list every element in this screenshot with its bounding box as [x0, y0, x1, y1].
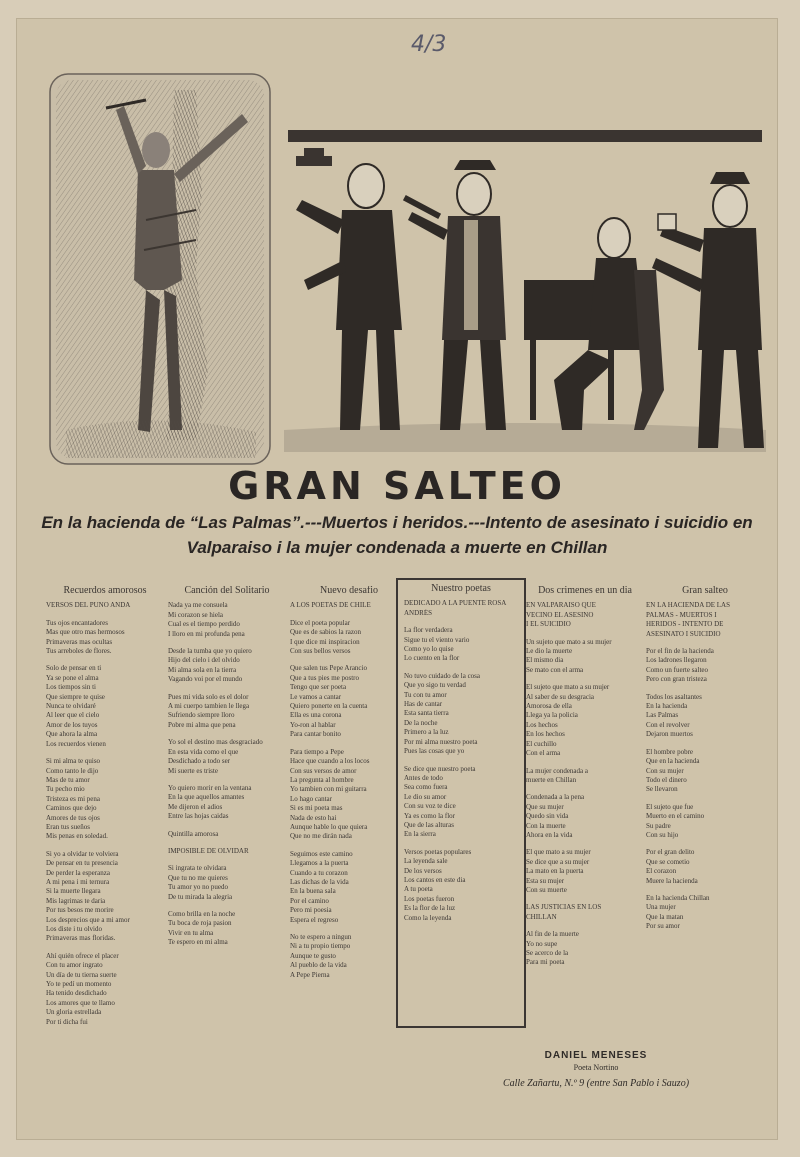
poem-line: Se dice que nuestro poeta: [404, 764, 476, 773]
poem-line: Antes de todo: [404, 773, 443, 782]
poem-line: Yo no supe: [526, 939, 558, 948]
poem-line: I que dice mi inspiracion: [290, 637, 360, 646]
poem-line: Se mato con el arma: [526, 665, 584, 674]
poem-line: Con su voz te dice: [404, 802, 456, 811]
poem-stanza: [168, 601, 286, 639]
poem-line: Al saber de su desgracia: [526, 692, 595, 701]
poem-line: Te espero en mi alma: [168, 938, 228, 947]
poem-line: PALMAS - MUERTOS I: [646, 610, 717, 619]
poem-line: Que en la hacienda: [646, 757, 700, 766]
poem-line: Ahí quién ofrece el placer: [46, 951, 119, 960]
poem-line: En los hechos: [526, 730, 565, 739]
poem-line: EN LA HACIENDA DE LAS: [646, 601, 730, 610]
poem-line: Que de las alturas: [404, 820, 454, 829]
poem-line: Nunca te olvidaré: [46, 702, 96, 711]
broadside-title: GRAN SALTEO: [228, 464, 566, 508]
poem-line: Si yo a olvidar te volviera: [46, 849, 119, 858]
poem-line: I lloro en mi profunda pena: [168, 629, 245, 638]
poem-line: Como tanto le dijo: [46, 766, 99, 775]
poem-line: Un día de tu tierna suerte: [46, 970, 117, 979]
poem-line: HERIDOS - INTENTO DE: [646, 620, 724, 629]
poem-line: Por tus besos me morire: [46, 906, 114, 915]
poem-line: Quedo sin vida: [526, 812, 569, 821]
poem-line: Amorosa de ella: [526, 702, 572, 711]
archive-pencil-mark: 4/3: [411, 32, 447, 57]
poem-line: En la buena sala: [290, 887, 336, 896]
poem-line: Como brilla en la noche: [168, 909, 236, 918]
poem-line: El sujeto que fue: [646, 802, 694, 811]
poem-line: Desde la tumba que yo quiero: [168, 647, 252, 656]
poem-title: Nuevo desafio: [319, 586, 379, 596]
poem-stanza: [526, 767, 644, 786]
poem-line: Desdichado a todo ser: [168, 757, 231, 766]
poem-title: Gran salteo: [682, 586, 728, 596]
poem-stanza: [168, 830, 286, 839]
poem-line: Pues mi vida solo es el dolor: [168, 692, 249, 701]
woodcut-assault-scene-illustration: [284, 130, 766, 468]
poem-stanza: [526, 601, 644, 629]
poem-line: Es la flor de la luz: [404, 904, 456, 913]
poem-column-1: [46, 586, 164, 1035]
poem-line: Tus ojos encantadores: [46, 618, 108, 627]
poem-line: Condenada a la pena: [526, 793, 585, 802]
poem-line: El corazon: [646, 867, 677, 876]
poem-line: Al leer que el cielo: [46, 711, 100, 720]
poem-line: La mujer condenada a: [526, 766, 588, 775]
poem-line: Yo-ron al hablar: [290, 720, 336, 729]
poem-line: Con sus versos de amor: [290, 766, 357, 775]
poem-line: Lo cuento en la flor: [404, 654, 460, 663]
poem-line: Los hechos: [526, 720, 558, 729]
poem-stanza: [646, 647, 764, 685]
poem-column-2: [168, 586, 286, 956]
poem-line: De los versos: [404, 866, 442, 875]
poem-line: Eran tus sueños: [46, 822, 90, 831]
poem-line: Los recuerdos vienen: [46, 739, 106, 748]
poem-line: Con el revolver: [646, 720, 690, 729]
poem-stanza: [404, 848, 518, 923]
poem-line: CHILLAN: [526, 912, 557, 921]
poem-line: Con sus bellos versos: [290, 647, 351, 656]
poem-line: Nada ya me consuela: [168, 601, 228, 610]
poem-stanza: [290, 933, 408, 980]
poem-column-6: [646, 586, 764, 940]
poem-line: De pensar en tu presencia: [46, 859, 118, 868]
poem-line: Se llevaron: [646, 785, 678, 794]
poem-line: La mato en la puerta: [526, 867, 584, 876]
poem-line: IMPOSIBLE DE OLVIDAR: [168, 846, 249, 855]
poem-line: Al pueblo de la vida: [290, 961, 347, 970]
poem-line: Tengo que ser poeta: [290, 683, 347, 692]
poem-line: Los amores que te llamo: [46, 998, 115, 1007]
poem-line: Vagando voi por el mundo: [168, 675, 243, 684]
poem-line: Con el arma: [526, 749, 561, 758]
poem-line: Amores de tus ojos: [46, 813, 100, 822]
poem-line: Tu boca de roja pasion: [168, 919, 232, 928]
poem-line: Que salen tus Pepe Arancio: [290, 664, 367, 673]
poem-line: Se dice que a su mujer: [526, 857, 590, 866]
poem-line: En la sierra: [404, 830, 436, 839]
poem-line: Con su hijo: [646, 830, 679, 839]
poem-line: La leyenda sale: [404, 857, 448, 866]
poem-stanza: [290, 601, 408, 610]
poem-line: Ella es una corona: [290, 711, 342, 720]
poem-line: Pero mi poesia: [290, 906, 332, 915]
poem-line: Ahora en la vida: [526, 830, 573, 839]
poem-stanza: [168, 693, 286, 731]
poem-line: muerte en Chillan: [526, 775, 577, 784]
poem-line: Lo hago cantar: [290, 794, 332, 803]
poem-line: Quiero ponerte en la cuenta: [290, 702, 368, 711]
poem-stanza: [404, 672, 518, 757]
poem-line: Sea como fuera: [404, 783, 448, 792]
poem-line: De tu mirada la alegria: [168, 892, 233, 901]
poem-line: Su padre: [646, 821, 671, 830]
poem-stanza: [168, 647, 286, 685]
poem-stanza: [526, 930, 644, 968]
poem-line: En la que aquellos amantes: [168, 793, 245, 802]
poem-stanza: [46, 757, 164, 842]
poem-line: Un gloria estrellada: [46, 1008, 102, 1017]
poem-stanza: [646, 894, 764, 932]
poem-line: En la hacienda: [646, 702, 688, 711]
poem-line: VERSOS DEL PUNO ANDA: [46, 601, 131, 610]
poem-line: Como un fuerte salteo: [646, 665, 709, 674]
poem-line: Como yo lo quise: [404, 645, 454, 654]
poem-line: Los diste i tu olvido: [46, 925, 102, 933]
poem-line: Yo tambien con mi guitarra: [290, 785, 367, 794]
poem-line: Mis lagrimas te daria: [46, 896, 106, 905]
poem-line: No tuvo cuidado de la cosa: [404, 671, 481, 680]
poem-line: Se acerco de la: [526, 949, 569, 957]
signature-block: [446, 1050, 746, 1089]
poem-stanza: [526, 683, 644, 758]
poem-line: Tus arreboles de flores.: [46, 647, 112, 656]
poem-line: Mi alma sola en la tierra: [168, 665, 237, 674]
poem-line: Las Palmas: [646, 711, 679, 720]
poem-line: El sujeto que mato a su mujer: [526, 683, 610, 692]
poem-line: Caminos que dejo: [46, 804, 97, 813]
poem-line: Seguimos este camino: [290, 849, 353, 858]
poem-line: Me dijeron el adios: [168, 802, 223, 811]
poem-line: DEDICADO A LA PUENTE ROSA: [404, 599, 507, 608]
poem-line: Has de cantar: [404, 700, 443, 709]
poem-line: La flor verdadera: [404, 626, 453, 635]
poem-line: Que su mujer: [526, 802, 564, 811]
poem-line: Que a tus pies me postro: [290, 673, 360, 682]
poem-line: Le dio su amor: [404, 792, 447, 801]
poem-line: Tu amor yo no puedo: [168, 883, 229, 892]
poem-line: Entre las hojas caidas: [168, 812, 229, 821]
poem-line: Un sujeto que mato a su mujer: [526, 637, 612, 646]
poem-stanza: [290, 850, 408, 925]
poem-stanza: [46, 850, 164, 944]
poem-line: VECINO EL ASESINO: [526, 610, 594, 619]
poem-line: Aunque te gusto: [290, 951, 336, 960]
poem-title: Canción del Solitario: [184, 586, 270, 596]
poem-stanza: [646, 748, 764, 795]
poem-stanza: [168, 738, 286, 776]
poem-line: Nada de esto hai: [290, 813, 337, 822]
poem-line: Los desprecios que a mi amor: [46, 915, 130, 924]
poem-line: Dejaron muertos: [646, 730, 693, 739]
poem-line: Ni a tu propio tiempo: [290, 942, 351, 951]
poem-line: Para cantar bonito: [290, 730, 341, 739]
poem-stanza: [46, 952, 164, 1027]
poem-stanza: [526, 638, 644, 676]
poem-line: Que siempre te quise: [46, 692, 105, 701]
poem-line: De la noche: [404, 718, 438, 727]
poem-stanza: [646, 848, 764, 886]
poem-stanza: [404, 765, 518, 840]
poem-title: Dos crimenes en un dia: [538, 586, 632, 596]
author-name: DANIEL MENESES: [544, 1050, 648, 1061]
poem-line: A mi cuerpo tambien le llega: [168, 702, 250, 711]
poem-line: Sigue tu el viento vario: [404, 635, 470, 644]
woodcut-bound-figure-illustration: [46, 70, 274, 468]
poem-line: En la hacienda Chillan: [646, 893, 710, 902]
poem-line: Le dio la muerte: [526, 647, 573, 656]
poem-column-3: [290, 586, 408, 988]
poem-line: Que tu no me quieres: [168, 873, 228, 882]
poem-column-4-boxed: [396, 578, 526, 1028]
poem-line: Todos los asaltantes: [646, 692, 702, 701]
poem-stanza: [168, 864, 286, 902]
poem-line: Para mi poeta: [526, 958, 565, 967]
poem-stanza: [646, 693, 764, 740]
poem-line: Con su mujer: [646, 766, 684, 775]
poem-line: Esta su mujer: [526, 876, 565, 885]
poem-line: Muere la hacienda: [646, 876, 698, 885]
poem-stanza: [290, 748, 408, 842]
poem-column-5: [526, 586, 644, 976]
poem-line: Solo de pensar en ti: [46, 664, 102, 673]
poem-line: Hace que cuando a los locos: [290, 757, 370, 766]
poem-line: Que es de sabios la razon: [290, 628, 361, 637]
poem-line: El hombre pobre: [646, 747, 694, 756]
poem-stanza: [46, 619, 164, 657]
poem-line: Si es mi poeta mas: [290, 804, 343, 813]
poem-line: Espera el regreso: [290, 915, 339, 924]
poem-line: Que yo sigo tu verdad: [404, 681, 466, 690]
poem-line: De perder la esperanza: [46, 868, 110, 877]
poem-line: En esta vida como el que: [168, 747, 239, 756]
poem-stanza: [168, 847, 286, 856]
author-role: Poeta Nortino: [573, 1063, 619, 1072]
poem-line: Que no me dirán nada: [290, 832, 352, 841]
poem-line: Por el camino: [290, 896, 329, 905]
poem-line: A Pepe Pierna: [290, 970, 330, 979]
poem-line: Aunque hable lo que quiera: [290, 822, 368, 831]
poem-line: Pobre mi alma que pena: [168, 720, 236, 729]
poem-line: Muerto en el camino: [646, 812, 705, 821]
poem-line: Que se cometio: [646, 857, 690, 866]
poem-stanza: [646, 601, 764, 639]
author-address: Calle Zañartu, N.º 9 (entre San Pablo i Sauzo): [502, 1078, 690, 1089]
poem-line: Por ti dicha fui: [46, 1017, 88, 1026]
poem-line: Cuando a tu corazon: [290, 868, 348, 877]
poem-line: Amor de los tuyos: [46, 720, 98, 729]
poem-line: Si la muerte llegara: [46, 887, 101, 896]
poem-line: Hijo del cielo i del olvido: [168, 656, 240, 665]
poem-stanza: [646, 803, 764, 841]
poem-line: Mas de tu amor: [46, 775, 90, 784]
poem-line: Los tiempos sin ti: [46, 683, 96, 692]
poem-line: Primaveras mas floridas.: [46, 934, 116, 943]
poem-stanza: [46, 601, 164, 610]
poem-line: El que mato a su mujer: [526, 848, 591, 857]
poem-line: A LOS POETAS DE CHILE: [290, 601, 371, 610]
poem-line: Todo el dinero: [646, 775, 687, 784]
poem-line: Si ingrata te olvidara: [168, 864, 227, 873]
poem-stanza: [290, 619, 408, 657]
poem-line: ASESINATO I SUICIDIO: [646, 629, 721, 638]
poem-line: ANDRÉS: [404, 608, 433, 617]
poem-line: Tristeza es mi pena: [46, 794, 100, 803]
poem-line: Versos poetas populares: [404, 847, 472, 856]
poem-line: Una mujer: [646, 903, 676, 912]
poem-title: Nuestro poetas: [431, 583, 491, 594]
poem-line: Los ladrones llegaron: [646, 656, 707, 665]
poem-line: Para tiempo a Pepe: [290, 747, 344, 756]
poem-stanza: [46, 664, 164, 749]
poem-line: Tu pecho mio: [46, 785, 85, 794]
poem-line: I EL SUICIDIO: [526, 620, 571, 629]
poem-line: Vivir en tu alma: [168, 928, 214, 937]
poem-stanza: [168, 784, 286, 822]
poem-line: Con su muerte: [526, 885, 567, 894]
poem-line: EN VALPARAISO QUE: [526, 601, 596, 610]
poem-line: Mi suerte es triste: [168, 766, 218, 775]
broadside-sheet: [16, 18, 778, 1140]
poem-line: Llega ya la policia: [526, 711, 578, 720]
poem-line: A mi pena i mi ternura: [46, 877, 110, 886]
poem-line: Llegamos a la puerta: [290, 859, 349, 868]
poem-line: El cuchillo: [526, 739, 557, 748]
poem-title: Recuerdos amorosos: [63, 586, 147, 596]
poem-line: Por mi alma nuestro poeta: [404, 737, 478, 746]
poem-line: Que ahora la alma: [46, 730, 98, 739]
poem-line: Yo te pedí un momento: [46, 980, 112, 989]
poem-line: Mi corazon se hiela: [168, 610, 224, 619]
poem-line: Primaveras mas ocultas: [46, 637, 113, 646]
poem-line: Pero con gran tristeza: [646, 675, 707, 684]
poem-stanza: [168, 910, 286, 948]
poem-line: Ya se pone el alma: [46, 673, 99, 682]
poem-line: Que la matan: [646, 912, 684, 921]
poem-line: Cual es el tiempo perdido: [168, 620, 240, 629]
poem-stanza: [526, 903, 644, 922]
poem-line: Como la leyenda: [404, 913, 452, 922]
poem-line: Ha tenido desdichado: [46, 989, 107, 998]
poem-line: Primero a la luz: [404, 728, 449, 737]
poem-stanza: [290, 664, 408, 739]
poem-line: Ya es como la flor: [404, 811, 456, 820]
poem-line: LAS JUSTICIAS EN LOS: [526, 903, 602, 912]
poem-line: Dice el poeta popular: [290, 618, 351, 627]
poem-line: Mas que otro mas hermosos: [46, 628, 125, 637]
poem-line: Le vamos a cantar: [290, 692, 342, 701]
poem-line: Pues las cosas que yo: [404, 747, 465, 756]
poem-line: Si mi alma te quiso: [46, 757, 101, 766]
poem-line: A tu poeta: [404, 885, 433, 894]
poem-stanza: [404, 599, 518, 618]
poem-line: Tu con tu amor: [404, 690, 447, 699]
poem-line: Al fin de la muerte: [526, 930, 579, 939]
poem-line: Esta santa tierra: [404, 709, 449, 718]
poem-line: Yo quiero morir en la ventana: [168, 783, 252, 792]
poem-line: Yo sol el destino mas desgraciado: [168, 738, 263, 747]
poem-line: El mismo dia: [526, 656, 564, 665]
poem-line: Los cantos en este dia: [404, 875, 466, 884]
poem-line: Las dichas de la vida: [290, 877, 349, 886]
poem-line: Mis penas en soledad.: [46, 832, 108, 841]
poem-line: Con tu amor ingrato: [46, 961, 103, 970]
poem-line: Los poetas fueron: [404, 894, 455, 903]
poem-line: La pregunta al hombre: [290, 775, 354, 784]
poem-line: Por el fin de la hacienda: [646, 647, 714, 656]
poem-stanza: [526, 793, 644, 840]
poem-line: Sufriendo siempre lloro: [168, 711, 235, 720]
poem-line: Quintilla amorosa: [168, 829, 219, 838]
poem-line: Con la muerte: [526, 821, 566, 830]
poem-line: No te espero a ningun: [290, 933, 352, 941]
broadside-subtitle: En la hacienda de “Las Palmas”.---Muertos i heridos.---Intento de asesinato i suicidio en Valparaiso i la mujer condenada a muerte en Chillan: [41, 513, 753, 557]
poem-line: Por su amor: [646, 922, 680, 931]
poem-stanza: [526, 848, 644, 895]
poem-stanza: [404, 626, 518, 664]
poem-line: Por el gran delito: [646, 848, 695, 857]
